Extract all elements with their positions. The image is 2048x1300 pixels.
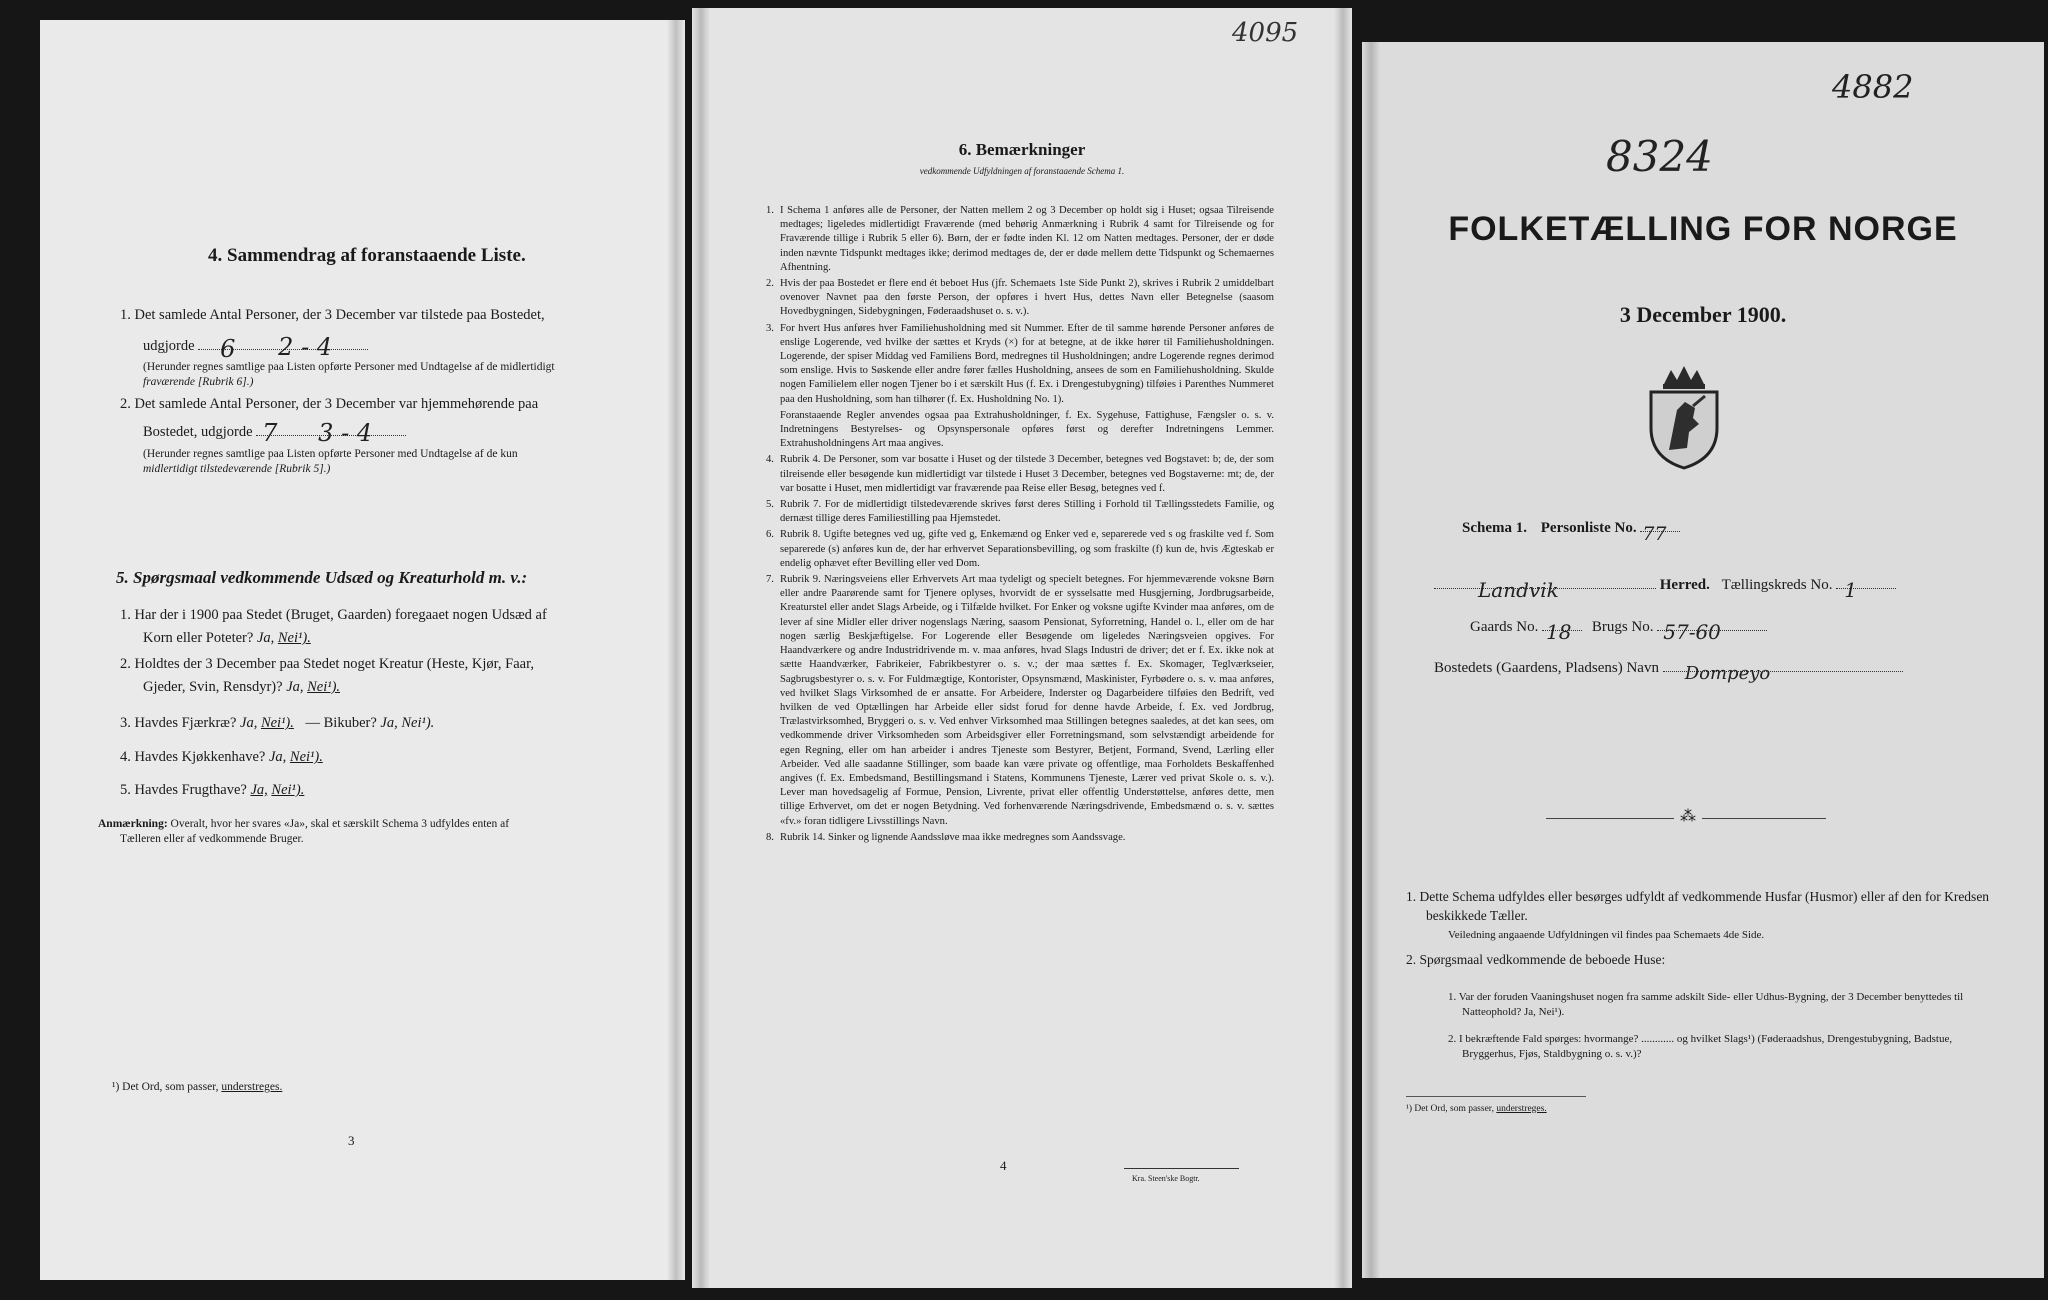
question-2-2: 2. I bekræftende Fald spørges: hvormange? ............ og hvilket Slags¹) (Føderaadshus, Drengestubygning, Badstue, Bryggerhus, Fjøs, Staldbygning o. s. v.)? — [1448, 1033, 1953, 1060]
q5-4-text: 4. Havdes Kjøkkenhave? — [120, 749, 266, 765]
q5-1-text: 1. Har der i 1900 paa Stedet (Bruget, Gaarden) foregaaet nogen Udsæd af — [120, 607, 547, 623]
remark-text: Rubrik 4. De Personer, som var bosatte i Huset og der tilstede 3 December, betegnes ved Bogstavet: b; de, der som tilreisende eller besøgende kun midlertidigt var tilstede i Huset 3 December, betegnes ved Bogstaverne: mt; de, der var bosatte i Huset, men midlertidigt var fraværende paa Reise eller Besøg, betegnes ved f. — [780, 454, 1274, 494]
handwritten-number: 8324 — [1606, 132, 1713, 181]
remark-number: 1. — [766, 205, 774, 216]
remark-number: 4. — [766, 454, 774, 466]
section-5-title: 5. Spørgsmaal vedkommende Udsæd og Kreaturhold m. v.: — [116, 568, 528, 587]
footnote-text: ¹) Det Ord, som passer, — [112, 1081, 219, 1093]
remark-number: 7. — [766, 574, 774, 586]
answer-nei: Nei¹). — [401, 715, 435, 731]
kreds-label: Tællingskreds No. — [1721, 577, 1833, 593]
page-left — [40, 20, 685, 1280]
printer-credit: Kra. Steen'ske Bogtr. — [1132, 1174, 1200, 1183]
q2-value-1: 7 — [262, 419, 278, 447]
remark-text: I Schema 1 anføres alle de Personer, der Natten mellem 2 og 3 December op holdt sig i Huset; ogsaa Tilreisende medtages; ligeledes midlertidigt Fraværende (med behørig Anmærkning i Rubrik 4 samt for Tilreisende og for Fraværende tillige i Rubrik 5 eller 6). Børn, der er fødte inden Kl. 12 om Natten medtages. Personer, der er døde inden nævnte Tidspunkt medtages ikke; derimod medtages de, der er døde mellem dette Tidspunkt og Schemaernes Afhentning. — [780, 205, 1274, 273]
herred-label: Herred. — [1659, 577, 1710, 593]
q5-3b-text: — Bikuber? — [305, 715, 377, 731]
remark-item — [754, 453, 1274, 496]
divider-ornament: ⁂ — [1674, 806, 1702, 826]
q5-4-row — [120, 747, 323, 768]
remark-text: Rubrik 14. Sinker og lignende Aandssløve maa ikke medregnes som Aandssvage. — [780, 831, 1126, 843]
anmaerkning-text-2: Tælleren eller af vedkommende Bruger. — [120, 833, 304, 845]
remark-number: 6. — [766, 529, 774, 541]
q5-5-row — [120, 780, 304, 801]
remark-item — [754, 498, 1274, 526]
q5-1-text-2: Korn eller Poteter? — [143, 630, 254, 646]
bosted-value: Dompeyo — [1684, 663, 1771, 684]
q1-note-2: fraværende [Rubrik 6].) — [143, 376, 254, 388]
answer-nei-underlined: Nei¹). — [271, 782, 305, 798]
schema-label: Schema 1. — [1462, 520, 1527, 536]
q1-value-2: 2 - 4 — [278, 333, 333, 361]
answer-ja: Ja, — [240, 715, 258, 731]
q1-prefix: udgjorde — [143, 338, 195, 354]
brugs-label: Brugs No. — [1591, 619, 1654, 635]
footnote-understreges: understreges. — [1496, 1104, 1547, 1114]
census-title: FOLKETÆLLING FOR NORGE — [1448, 210, 1958, 248]
remark-text: Rubrik 8. Ugifte betegnes ved ug, gifte ved g, Enkemænd og Enker ved e, separerede ved s og fraskilte ved f. Som separerede (s) anføres kun de, der har erhvervet Separationsbevilling, og som fraskilte (f) kun de, hvis Ægteskab er endelig ophævet efter Bevilling eller ved Dom. — [780, 529, 1274, 569]
answer-ja: Ja, — [256, 630, 275, 646]
remark-text: Rubrik 7. For de midlertidigt tilstedeværende skrives først deres Stilling i Forhold til Tællingsstedets Familie, og dernæst tillige deres Familiestilling paa Hjemstedet. — [780, 499, 1274, 525]
printer-rule — [1124, 1168, 1239, 1169]
page-fold-shadow — [692, 8, 710, 1288]
herred-line — [1434, 578, 1656, 602]
page-middle — [692, 8, 1352, 1288]
remark-number: 5. — [766, 499, 774, 511]
bosted-label: Bostedets (Gaardens, Pladsens) Navn — [1434, 660, 1659, 676]
remarks-title: 6. Bemærkninger — [958, 140, 1086, 159]
schema-row — [1462, 520, 1680, 545]
personliste-label: Personliste No. — [1540, 520, 1637, 536]
remark-item — [754, 528, 1274, 571]
question-2-1: 1. Var der foruden Vaaningshuset nogen fra samme adskilt Side- eller Udhus-Bygning, der 3 December benyttedes til Natteophold? Ja, Nei¹). — [1448, 991, 1964, 1018]
footnote-understreges: understreges. — [221, 1081, 283, 1093]
q1-note-1: (Herunder regnes samtlige paa Listen opførte Personer med Undtagelse af de midlertidigt — [143, 361, 555, 373]
q5-5-text: 5. Havdes Frugthave? — [120, 782, 247, 798]
section-4-title: 4. Sammendrag af foranstaaende Liste. — [208, 245, 526, 266]
remark-item — [754, 573, 1274, 829]
q5-1-answer — [143, 628, 311, 649]
remark-text: Rubrik 9. Næringsveiens eller Erhvervets Art maa tydeligt og specielt betegnes. For hjemmeværende voksne Børn eller andre Paarørende samt for Tjenere oplyses, hvorvidt de er sysselsatte med Husgjerning, Jordbrugsarbeide, Kreaturstel eller andet Slags Arbeide, og i Tilfælde hvilket. For Enker og voksne ugifte Kvinder maa anføres, om de lever af sine Midler eller driver nogenslags Næring, saasom Pensionat, Syforretning, Handel o. l., eller om de har nogen særlig Beskjæftigelse. For Logerende eller Besøgende om ligeledes Næringsveien opgives. For Haandværkere og andre Industridrivende m. v. maa anføres, hvad Slags Industri de driver; det er f. Ex. ikke nok at sætte Haandværker, Fabrikeier, Fabrikbestyrer o. s. v.; der maa sættes f. Ex. Skomager, Teglværkseier, Sagbrugsbestyrer o. s. v. For Fuldmægtige, Kontorister, Opsynsmænd, Maskinister, Fyrbødere o. s. v. maa anføres, ved hvilket Slags Virksomhed de er ansatte. For Arbeidere, Inderster og Dagarbeidere tilføies den Bedrift, ved hvilken de ved Optællingen har Arbeide eller sidst forud for denne havde Arbeide, f. Ex. ved Jordbrug, Trælastvirksomhed, Bryggeri o. s. v. Ved enhver Virksomhed maa Stillingen betegnes saaledes, at det kan sees, om vedkommende driver Virksomheden som Arbeidsgiver eller Forretningsmand, som selvstændigt arbeidende for egen Regning, eller om han arbeider i andres Tjeneste som Bestyrer, Betjent, Formand, Svend, Lærling eller Arbeider. Ved alle saadanne Stillinger, som baade kan være private og offentlige, maa Forholdets Beskaffenhed angives (f. Ex. Embedsmand, Bestillingsmand i Statens, Kommunens Tjeneste, Lærer ved privat Skole o. s. v.). Lever man hovedsagelig af Formue, Pension, Livrente, privat eller offentlig Understøttelse, anføres dette, men tillige Erhvervet, om det er nogen Betydning. Ved forhenværende Næringsdrivende, Embedsmænd o. s. v. sættes «fv.» foran tidligere Livsstillings Navn. — [780, 574, 1274, 827]
bosted-row — [1434, 660, 1903, 684]
answer-ja: Ja, — [286, 679, 304, 695]
q2-note-2: midlertidigt tilstedeværende [Rubrik 5].) — [143, 463, 331, 475]
q5-2-answer — [143, 677, 340, 698]
footnote-rule — [1406, 1096, 1586, 1097]
q5-2-text-2: Gjeder, Svin, Rensdyr)? — [143, 679, 283, 695]
q1-answer-row — [143, 333, 423, 363]
page-number: 3 — [348, 1133, 355, 1148]
anmaerkning-text-1: Overalt, hvor her svares «Ja», skal et særskilt Schema 3 udfyldes enten af — [170, 818, 510, 830]
remarks-list — [754, 204, 1274, 847]
gaards-value: 18 — [1546, 620, 1572, 644]
remark-item — [754, 831, 1274, 845]
footnote — [112, 1080, 282, 1095]
q2-note-1: (Herunder regnes samtlige paa Listen opførte Personer med Undtagelse af de kun — [143, 448, 518, 460]
answer-nei-underlined: Nei¹). — [277, 630, 311, 646]
kreds-line — [1836, 578, 1896, 602]
gaards-label: Gaards No. — [1470, 619, 1539, 635]
census-date: 3 December 1900. — [1619, 302, 1787, 327]
answer-ja: Ja, — [268, 749, 287, 765]
page-number: 4 — [1000, 1158, 1007, 1173]
answer-ja: Ja, — [380, 715, 398, 731]
q5-3-text: 3. Havdes Fjærkræ? — [120, 715, 237, 731]
archive-stamp: 4882 — [1832, 68, 1914, 106]
q2-text: 2. Det samlede Antal Personer, der 3 December var hjemmehørende paa — [120, 396, 539, 412]
page-right — [1362, 42, 2044, 1278]
remark-number: 3. — [766, 322, 774, 334]
remark-item — [754, 277, 1274, 320]
q2-prefix: Bostedet, udgjorde — [143, 424, 253, 440]
q2-answer-line — [256, 419, 406, 447]
brugs-line — [1657, 620, 1767, 644]
instruction-1-note: Veiledning angaaende Udfyldningen vil findes paa Schemaets 4de Side. — [1448, 929, 1765, 941]
herred-value: Landvik — [1478, 578, 1559, 602]
personliste-value: 77 — [1642, 523, 1667, 545]
q1-answer-line — [198, 333, 368, 363]
remarks-subtitle: vedkommende Udfyldningen af foranstaaende Schema 1. — [919, 166, 1125, 176]
bosted-line — [1663, 663, 1903, 684]
answer-nei-underlined: Nei¹). — [260, 715, 294, 731]
page-fold-shadow — [1334, 8, 1352, 1288]
gaards-row — [1470, 619, 1767, 644]
remark-item — [754, 409, 1274, 452]
footnote-text: ¹) Det Ord, som passer, — [1406, 1104, 1494, 1114]
q5-3-row — [120, 713, 434, 734]
personliste-line — [1640, 523, 1680, 545]
q1-value-1: 6 — [220, 335, 236, 363]
instruction-1: 1. Dette Schema udfyldes eller besørges udfyldt af vedkommende Husfar (Husmor) eller af den for Kredsen beskikkede Tæller. — [1406, 889, 1990, 923]
herred-row — [1434, 577, 1896, 602]
answer-nei-underlined: Nei¹). — [289, 749, 323, 765]
footnote — [1406, 1102, 1547, 1117]
answer-ja-underlined: Ja, — [250, 782, 268, 798]
gaards-line — [1542, 620, 1582, 644]
remark-item — [754, 322, 1274, 407]
anmaerkning — [98, 817, 658, 832]
remark-number: 2. — [766, 278, 774, 290]
instruction-2: 2. Spørgsmaal vedkommende de beboede Huse: — [1406, 952, 1666, 967]
remark-text: For hvert Hus anføres hver Familiehusholdning med sit Nummer. Efter de til samme hørende Personer anføres de enslige Logerende, ved hvilke der sættes et Kryds (×) for at betegne, at de ikke hører til Familiehusholdningen. Logerende, der spiser Middag ved Familiens Bord, medregnes til Husholdningen; andre Logerende regnes derimod som enslige. Hvis to Søskende eller andre fører fælles Husholdning, ansees de som en Familiehusholdning. Skulde nogen Familielem eller nogen Tjener bo i et særskilt Hus (f. Ex. i Drengestubygning) tilføies i Parenthes Nummeret paa den Husholdning, som han tilhører (f. Ex. Husholdning No. 1). — [780, 322, 1274, 405]
q5-2-text: 2. Holdtes der 3 December paa Stedet noget Kreatur (Heste, Kjør, Faar, — [120, 656, 534, 672]
remark-text: Hvis der paa Bostedet er flere end ét beboet Hus (jfr. Schemaets 1ste Side Punkt 2), skrives i Rubrik 2 umiddelbart ovenover Navnet paa den første Person, der opføres i hvert Hus, dettes Navn eller Betegnelse (saasom Hovedbygningen, Sidebygningen, Føderaadshuset o. s. v.). — [780, 278, 1274, 318]
q1-text: 1. Det samlede Antal Personer, der 3 December var tilstede paa Bostedet, — [120, 307, 545, 323]
anmaerkning-label: Anmærkning: — [98, 818, 168, 830]
remark-item — [754, 204, 1274, 275]
norway-coat-of-arms — [1639, 362, 1729, 472]
q2-value-2: 3 - 4 — [318, 419, 373, 447]
page-fold-shadow — [667, 20, 685, 1280]
archive-stamp: 4095 — [1232, 18, 1299, 48]
remark-number: 8. — [766, 831, 774, 843]
brugs-value: 57-60 — [1663, 620, 1721, 644]
q2-answer-row — [143, 419, 406, 447]
answer-nei-underlined: Nei¹). — [307, 679, 341, 695]
kreds-value: 1 — [1844, 578, 1857, 602]
remark-text: Foranstaaende Regler anvendes ogsaa paa Extrahusholdninger, f. Ex. Sygehuse, Fattighuse, Fængsler o. s. v. Indretningens Bestyrelses- og Opsynspersonale opføres først og derefter Indretningens Lemmer. Extrahusholdningens Art maa angives. — [780, 409, 1274, 450]
